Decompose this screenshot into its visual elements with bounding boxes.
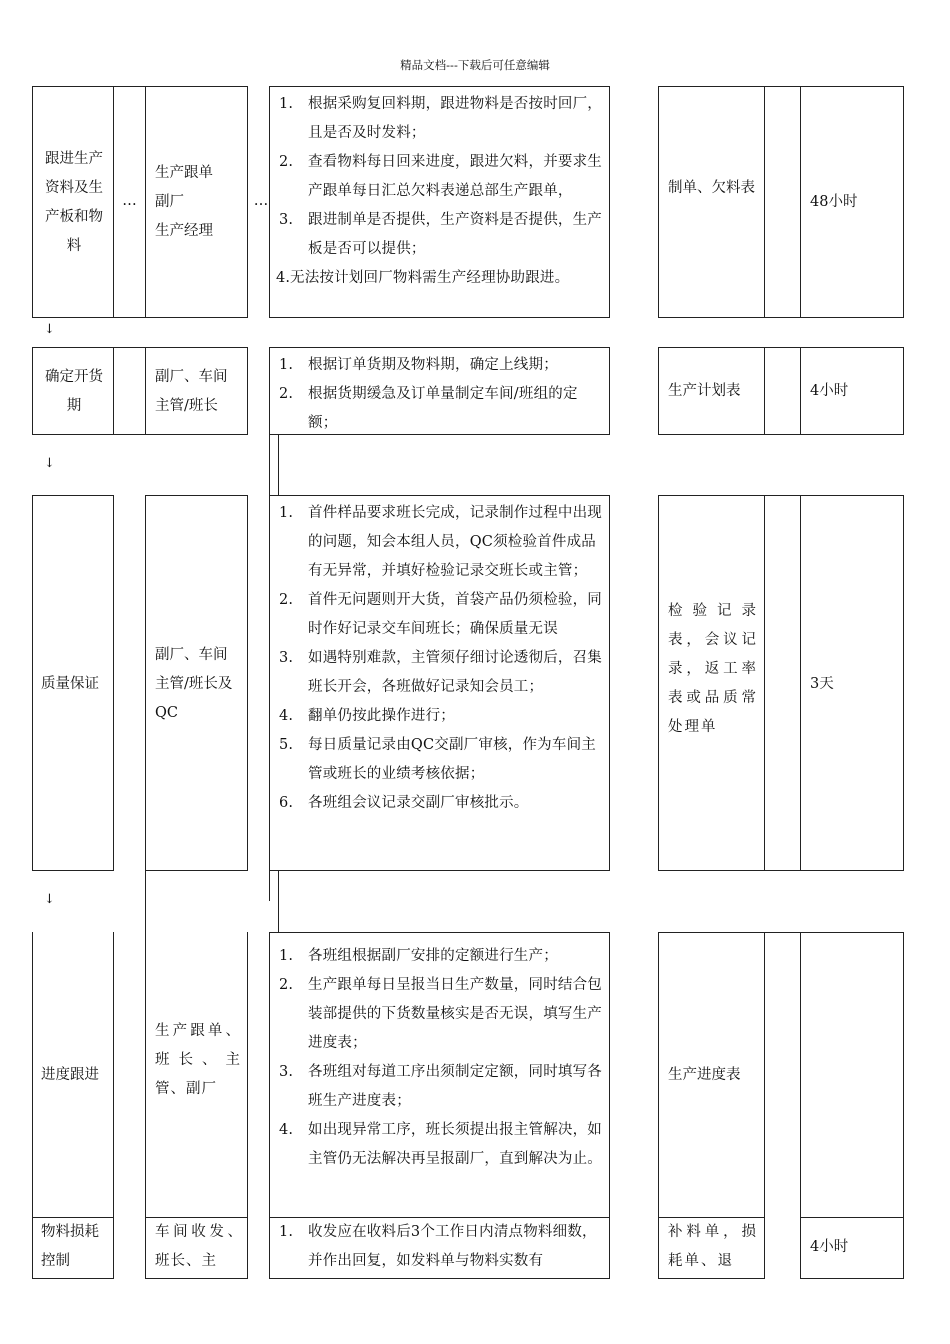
row1-responsible-1: 生产跟单 <box>155 165 213 181</box>
connector-line <box>278 871 279 933</box>
connector-line <box>145 871 146 933</box>
arrow-down-3: ↓ <box>44 892 55 907</box>
row4-resp-left <box>145 932 146 1218</box>
row1-form-label: 制单、欠料表 <box>668 180 755 196</box>
row4-resp-right <box>247 932 248 1218</box>
row1-dots-left: … <box>122 193 137 209</box>
row2-mid-box <box>764 347 801 435</box>
row1-stage-label: 跟进生产资料及生产板和物料 <box>45 151 103 254</box>
list-item: 1. 根据订单货期及物料期，确定上线期； <box>279 357 558 373</box>
row1-time-label: 48小时 <box>810 194 858 210</box>
row2-form-label: 生产计划表 <box>668 383 741 399</box>
list-item: 1. 收发应在收料后3个工作日内清点物料细数，并作出回复，如发料单与物料实数有 <box>279 1224 597 1269</box>
row4-responsible: 生产跟单、班长、主管、副厂 <box>155 1023 241 1097</box>
row4-steps <box>269 938 610 1174</box>
row5-stage-label: 物料损耗控制 <box>41 1224 99 1269</box>
list-item: 6. 各班组会议记录交副厂审核批示。 <box>279 795 529 811</box>
row5-form-label: 补料单，损耗单、退 <box>668 1224 758 1269</box>
list-item: 2. 根据货期缓急及订单量制定车间/班组的定额； <box>279 386 578 431</box>
row1-mid-box <box>764 86 801 318</box>
list-item: 2. 首件无问题则开大货，首袋产品仍须检验，同时作好记录交车间班长；确保质量无误 <box>279 592 602 637</box>
list-item: 5. 每日质量记录由QC交副厂审核，作为车间主管或班长的业绩考核依据； <box>279 737 596 782</box>
list-item: 4. 如出现异常工序，班长须提出报主管解决，如主管仍无法解决再呈报副厂，直到解决为止。 <box>279 1122 602 1167</box>
connector-line <box>269 435 270 496</box>
row5-steps <box>269 1214 610 1276</box>
row3-responsible: 副厂、车间主管/班长及QC <box>155 647 233 721</box>
arrow-down-2: ↓ <box>44 456 55 471</box>
row2-stage-label: 确定开货期 <box>45 369 103 414</box>
row3-stage-label: 质量保证 <box>41 676 99 692</box>
list-item: 2. 查看物料每日回来进度，跟进欠料，并要求生产跟单每日汇总欠料表递总部生产跟单， <box>279 154 602 199</box>
connector-line <box>278 435 279 496</box>
row3-steps <box>269 495 610 818</box>
list-item: 1. 根据采购复回料期，跟进物料是否按时回厂，且是否及时发料； <box>279 96 602 141</box>
row1-responsible-3: 生产经理 <box>155 223 213 239</box>
row4-time-box <box>800 932 904 1218</box>
row3-mid-box <box>764 495 801 871</box>
row1-steps <box>269 86 610 293</box>
list-item: 4. 无法按计划回厂物料需生产经理协助跟进。 <box>276 270 570 286</box>
row4-stage-left <box>32 932 33 1218</box>
list-item: 3. 如遇特别难款，主管须仔细讨论透彻后，召集班长开会，各班做好记录知会员工； <box>279 650 602 695</box>
row2-dots-box <box>113 347 146 435</box>
row2-time-label: 4小时 <box>810 383 849 399</box>
row4-form-label: 生产进度表 <box>668 1067 741 1083</box>
row3-form-label: 检验记录表，会议记录，返工率表或品质常处理单 <box>668 603 758 735</box>
list-item: 2. 生产跟单每日呈报当日生产数量，同时结合包装部提供的下货数量核实是否无误，填写生产进度表； <box>279 977 602 1051</box>
row2-responsible: 副厂、车间主管/班长 <box>155 369 228 414</box>
row1-responsible-2: 副厂 <box>155 194 184 210</box>
list-item: 3. 跟进制单是否提供，生产资料是否提供，生产板是否可以提供； <box>279 212 602 257</box>
row2-steps <box>269 347 610 438</box>
list-item: 1. 首件样品要求班长完成，记录制作过程中出现的问题，知会本组人员，QC须检验首件成品有无异常，并填好检验记录交班长或主管； <box>279 505 602 579</box>
row4-stage-label: 进度跟进 <box>41 1067 99 1083</box>
row5-time-label: 4小时 <box>810 1239 849 1255</box>
page-header: 精品文档---下载后可任意编辑 <box>400 58 550 72</box>
row1-dots-mid: … <box>253 193 269 209</box>
list-item: 4. 翻单仍按此操作进行； <box>279 708 455 724</box>
list-item: 1. 各班组根据副厂安排的定额进行生产； <box>279 948 558 964</box>
connector-line <box>269 871 270 901</box>
row5-responsible: 车间收发、班长、主 <box>155 1224 243 1269</box>
row4-stage-right <box>113 932 114 1218</box>
arrow-down-1: ↓ <box>44 322 55 337</box>
row4-mid-box <box>764 932 801 1218</box>
list-item: 3. 各班组对每道工序出须制定定额，同时填写各班生产进度表； <box>279 1064 602 1109</box>
row3-time-label: 3天 <box>810 676 834 692</box>
